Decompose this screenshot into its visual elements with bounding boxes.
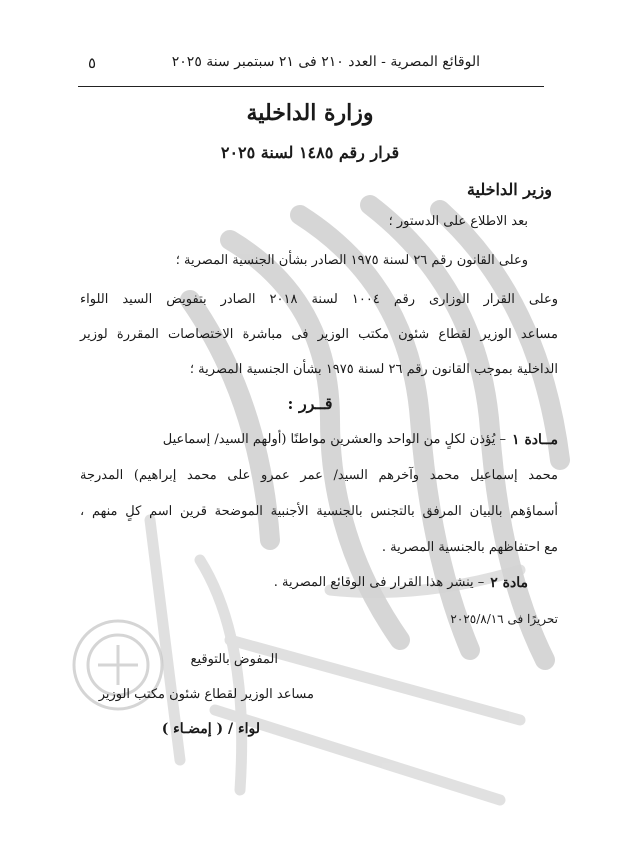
article-2 xyxy=(274,575,528,591)
preamble-line-4: مساعد الوزير لقطاع شئون مكتب الوزير فى مباشرة الاختصاصات المقررة لوزير xyxy=(80,327,558,342)
article-1-label: مــادة ١ xyxy=(512,432,558,448)
gazette-header-title: الوقائع المصرية - العدد ٢١٠ فى ٢١ سبتمبر سنة ٢٠٢٥ xyxy=(171,54,480,70)
signature-title: مساعد الوزير لقطاع شئون مكتب الوزير xyxy=(98,687,314,702)
preamble-line-3: وعلى القرار الوزارى رقم ١٠٠٤ لسنة ٢٠١٨ الصادر بتفويض السيد اللواء xyxy=(80,292,558,307)
issue-date: تحريرًا فى ٢٠٢٥/٨/١٦ xyxy=(450,612,558,626)
signature-rank: لواء / ( إمضـاء ) xyxy=(161,721,260,737)
header-divider xyxy=(78,86,544,87)
signature-delegate: المفوض بالتوقيع xyxy=(190,652,278,667)
article-1-line-1: – يُؤذن لكلٍ من الواحد والعشرين مواطنًا (أولهم السيد/ إسماعيل xyxy=(162,432,507,447)
article-1-line-2: محمد إسماعيل محمد وآخرهم السيد/ عمر عمرو على محمد إبراهيم) المدرجة xyxy=(80,468,558,483)
article-1-line-3: أسماؤهم بالبيان المرفق بالتجنس بالجنسية الأجنبية الموضحة قرين اسم كلٍ منهم ، xyxy=(80,504,558,519)
page-number: ٥ xyxy=(88,54,97,72)
preamble-line-1: بعد الاطلاع على الدستور ؛ xyxy=(388,214,528,229)
article-1-first-line xyxy=(80,432,558,448)
minister-heading: وزير الداخلية xyxy=(466,180,552,199)
ministry-title: وزارة الداخلية xyxy=(246,100,374,126)
decree-title: قرار رقم ١٤٨٥ لسنة ٢٠٢٥ xyxy=(220,143,400,162)
preamble-line-2: وعلى القانون رقم ٢٦ لسنة ١٩٧٥ الصادر بشأن الجنسية المصرية ؛ xyxy=(175,253,528,268)
decides-heading: قــرر : xyxy=(287,394,333,413)
article-2-label: مادة ٢ xyxy=(490,575,528,591)
preamble-line-5: الداخلية بموجب القانون رقم ٢٦ لسنة ١٩٧٥ بشأن الجنسية المصرية ؛ xyxy=(189,362,558,377)
article-1-line-4: مع احتفاظهم بالجنسية المصرية . xyxy=(381,540,558,555)
article-2-text: – ينشر هذا القرار فى الوقائع المصرية . xyxy=(273,575,485,590)
